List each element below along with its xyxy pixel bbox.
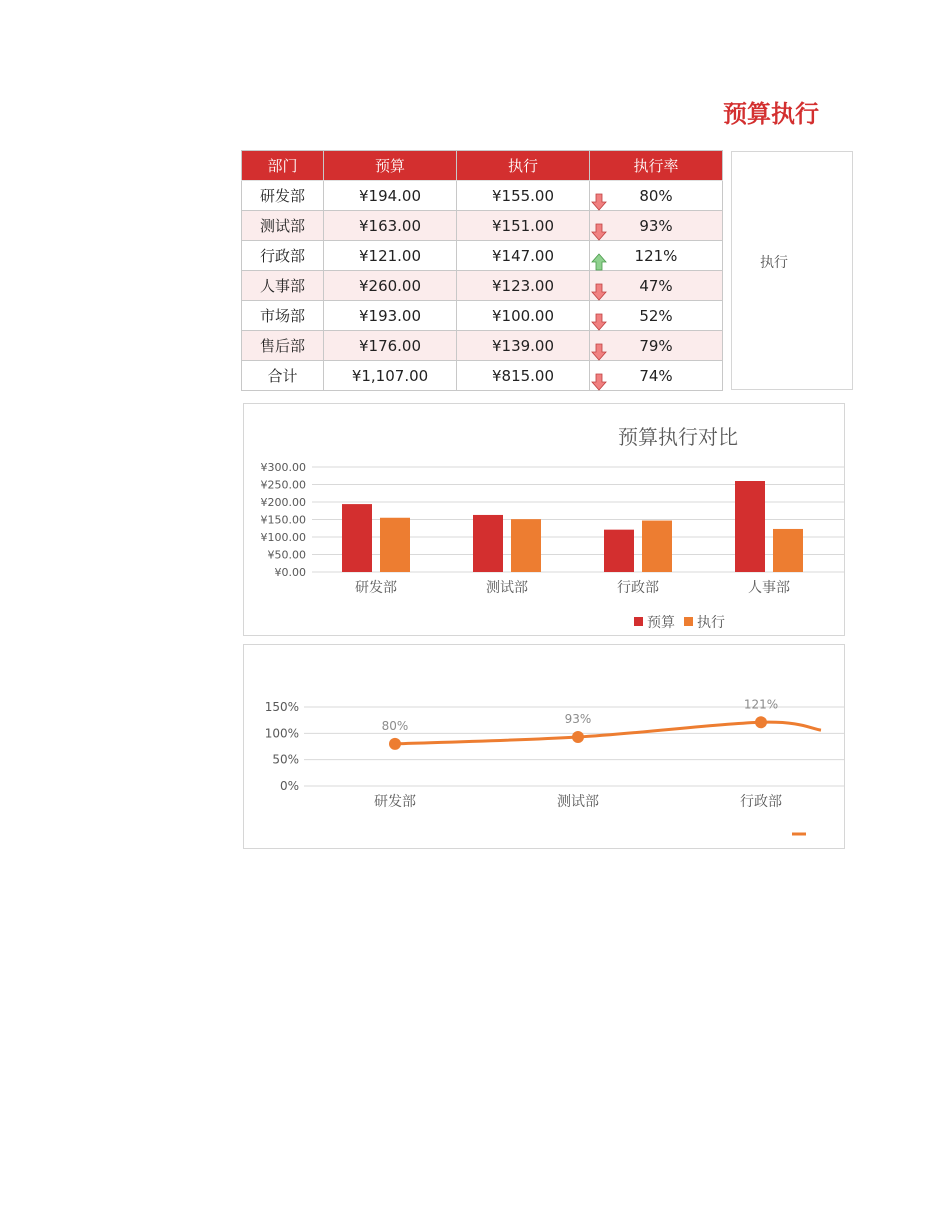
rate-value: 74% bbox=[639, 366, 673, 385]
side-chart-label: 执行 bbox=[760, 255, 788, 271]
data-label: 121% bbox=[743, 697, 779, 712]
actual-cell: ¥100.00 bbox=[457, 301, 590, 331]
bar bbox=[604, 530, 634, 572]
x-tick-label: 测试部 bbox=[557, 794, 599, 810]
x-tick-label: 测试部 bbox=[486, 580, 528, 596]
table-row bbox=[242, 241, 723, 271]
side-chart-card bbox=[731, 151, 853, 390]
bar bbox=[511, 519, 541, 572]
budget-cell: ¥121.00 bbox=[324, 241, 457, 271]
arrow-down-icon bbox=[591, 343, 607, 361]
y-tick-label: 150% bbox=[264, 700, 299, 714]
table-row bbox=[242, 211, 723, 241]
table-header-row bbox=[242, 151, 723, 181]
header-dept: 部门 bbox=[242, 151, 324, 181]
dept-cell: 市场部 bbox=[242, 301, 324, 331]
y-tick-label: 0% bbox=[279, 779, 299, 793]
rate-cell bbox=[590, 361, 723, 391]
budget-table bbox=[241, 150, 723, 391]
rate-value: 79% bbox=[639, 336, 673, 355]
y-tick-label: ¥100.00 bbox=[260, 531, 306, 544]
budget-cell: ¥176.00 bbox=[324, 331, 457, 361]
data-label: 80% bbox=[381, 718, 409, 733]
legend-label: 执行 bbox=[697, 615, 725, 631]
bar bbox=[380, 518, 410, 572]
arrow-down-icon bbox=[591, 283, 607, 301]
header-rate: 执行率 bbox=[590, 151, 723, 181]
dept-cell: 人事部 bbox=[242, 271, 324, 301]
bar bbox=[773, 529, 803, 572]
rate-cell bbox=[590, 271, 723, 301]
bar bbox=[342, 504, 372, 572]
arrow-down-icon bbox=[591, 193, 607, 211]
x-tick-label: 行政部 bbox=[740, 794, 782, 810]
page-title: 预算执行 bbox=[723, 100, 819, 128]
data-point bbox=[755, 716, 767, 728]
legend-swatch bbox=[684, 617, 693, 626]
line-chart bbox=[244, 645, 844, 848]
rate-value: 52% bbox=[639, 306, 673, 325]
bar bbox=[735, 481, 765, 572]
x-tick-label: 研发部 bbox=[355, 580, 397, 596]
actual-cell: ¥155.00 bbox=[457, 181, 590, 211]
arrow-down-icon bbox=[591, 313, 607, 331]
dept-cell: 合计 bbox=[242, 361, 324, 391]
table-row bbox=[242, 331, 723, 361]
rate-value: 93% bbox=[639, 216, 673, 235]
x-tick-label: 人事部 bbox=[748, 580, 790, 596]
budget-cell: ¥260.00 bbox=[324, 271, 457, 301]
table-row bbox=[242, 271, 723, 301]
data-point bbox=[572, 731, 584, 743]
legend-label: 预算 bbox=[647, 615, 675, 631]
chart-title: 预算执行对比 bbox=[618, 425, 738, 449]
bar bbox=[642, 521, 672, 572]
actual-cell: ¥151.00 bbox=[457, 211, 590, 241]
y-tick-label: 100% bbox=[264, 726, 299, 741]
rate-cell bbox=[590, 301, 723, 331]
rate-value: 121% bbox=[634, 246, 678, 265]
budget-cell: ¥194.00 bbox=[324, 181, 457, 211]
rate-cell bbox=[590, 241, 723, 271]
y-tick-label: ¥0.00 bbox=[274, 566, 306, 579]
budget-cell: ¥163.00 bbox=[324, 211, 457, 241]
rate-cell bbox=[590, 211, 723, 241]
y-tick-label: ¥200.00 bbox=[260, 496, 306, 509]
actual-cell: ¥147.00 bbox=[457, 241, 590, 271]
budget-cell: ¥193.00 bbox=[324, 301, 457, 331]
rate-cell bbox=[590, 331, 723, 361]
y-tick-label: ¥150.00 bbox=[260, 513, 306, 527]
dept-cell: 售后部 bbox=[242, 331, 324, 361]
x-tick-label: 行政部 bbox=[617, 580, 659, 596]
dept-cell: 行政部 bbox=[242, 241, 324, 271]
dept-cell: 研发部 bbox=[242, 181, 324, 211]
arrow-down-icon bbox=[591, 373, 607, 391]
data-point bbox=[389, 738, 401, 750]
y-tick-label: 50% bbox=[272, 752, 299, 767]
rate-value: 80% bbox=[639, 186, 673, 205]
actual-cell: ¥815.00 bbox=[457, 361, 590, 391]
actual-cell: ¥139.00 bbox=[457, 331, 590, 361]
header-actual: 执行 bbox=[457, 151, 590, 181]
dept-cell: 测试部 bbox=[242, 211, 324, 241]
arrow-down-icon bbox=[591, 223, 607, 241]
table-row bbox=[242, 301, 723, 331]
arrow-up-icon bbox=[591, 253, 607, 271]
data-label: 93% bbox=[564, 712, 592, 727]
header-budget: 预算 bbox=[324, 151, 457, 181]
x-tick-label: 研发部 bbox=[374, 794, 416, 810]
y-tick-label: ¥300.00 bbox=[260, 461, 306, 474]
legend-swatch bbox=[634, 617, 643, 626]
rate-cell bbox=[590, 181, 723, 211]
y-tick-label: ¥50.00 bbox=[267, 548, 306, 562]
bar-chart bbox=[244, 404, 844, 635]
table-row bbox=[242, 181, 723, 211]
actual-cell: ¥123.00 bbox=[457, 271, 590, 301]
table-row bbox=[242, 361, 723, 391]
line-chart-card bbox=[243, 644, 845, 849]
rate-value: 47% bbox=[639, 276, 673, 295]
bar bbox=[473, 515, 503, 572]
y-tick-label: ¥250.00 bbox=[260, 478, 306, 492]
budget-cell: ¥1,107.00 bbox=[324, 361, 457, 391]
bar-chart-card bbox=[243, 403, 845, 636]
